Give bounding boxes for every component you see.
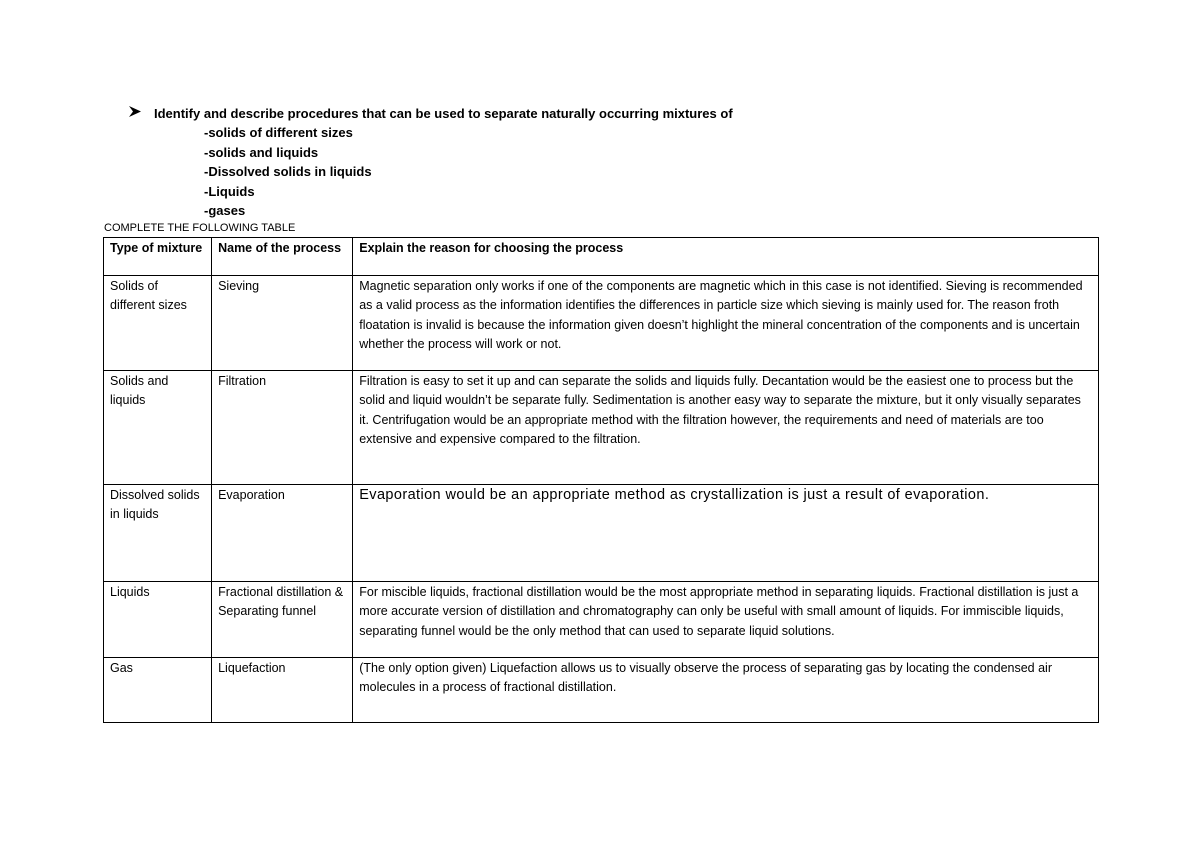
table-row (104, 371, 1099, 485)
table-header-row (104, 238, 1099, 276)
objective-item: -gases (204, 203, 246, 219)
objective-item: -Dissolved solids in liquids (204, 164, 372, 180)
header-reason: Explain the reason for choosing the process (353, 238, 1099, 276)
cell-reason: Evaporation would be an appropriate method as crystallization is just a result of evaporation. (353, 485, 1099, 582)
table-row (104, 485, 1099, 582)
arrowhead-bullet-icon (129, 104, 154, 123)
cell-reason: Magnetic separation only works if one of the components are magnetic which in this case is not identified. Sieving is recommended as a valid process as the information identifies the differences in particle size which sieving is mainly used for. The reason froth floatation is invalid is because the information given doesn’t highlight the mineral concentration of the components and is uncertain whether the process will work or not. (353, 276, 1099, 371)
cell-process: Fractional distillation & Separating funnel (212, 582, 353, 658)
objective-line (129, 104, 733, 123)
cell-mixture-type: Gas (104, 658, 212, 723)
table-row (104, 276, 1099, 371)
objective-text: Identify and describe procedures that can be used to separate naturally occurring mixtures of (154, 106, 733, 121)
objective-heading (129, 104, 733, 220)
separation-table (103, 237, 1099, 723)
table-row (104, 658, 1099, 723)
header-type-of-mixture: Type of mixture (104, 238, 212, 276)
cell-process: Filtration (212, 371, 353, 485)
cell-process: Evaporation (212, 485, 353, 582)
cell-process: Liquefaction (212, 658, 353, 723)
cell-reason: (The only option given) Liquefaction allows us to visually observe the process of separating gas by locating the condensed air molecules in a process of fractional distillation. (353, 658, 1099, 723)
cell-process: Sieving (212, 276, 353, 371)
cell-reason: Filtration is easy to set it up and can separate the solids and liquids fully. Decantation would be the easiest one to process but the solid and liquid wouldn’t be separate fully. Sedimentation is another easy way to separate the mixture, but it only visually separates it. Centrifugation would be an appropriate method with the filtration however, the requirements and need of materials are too extensive and expensive compared to the filtration. (353, 371, 1099, 485)
cell-reason: For miscible liquids, fractional distillation would be the most appropriate method in separating liquids. Fractional distillation is just a more accurate version of distillation and chromatography can only be useful with small amount of liquids. For immiscible liquids, separating funnel would be the only method that can used to separate liquid solutions. (353, 582, 1099, 658)
objective-item: -solids of different sizes (204, 125, 353, 141)
header-name-of-process: Name of the process (212, 238, 353, 276)
cell-mixture-type: Solids of different sizes (104, 276, 212, 371)
cell-mixture-type: Solids and liquids (104, 371, 212, 485)
cell-mixture-type: Dissolved solids in liquids (104, 485, 212, 582)
table-instruction: COMPLETE THE FOLLOWING TABLE (104, 222, 296, 234)
objective-item: -Liquids (204, 183, 255, 199)
table-row (104, 582, 1099, 658)
objective-item: -solids and liquids (204, 144, 319, 160)
cell-mixture-type: Liquids (104, 582, 212, 658)
